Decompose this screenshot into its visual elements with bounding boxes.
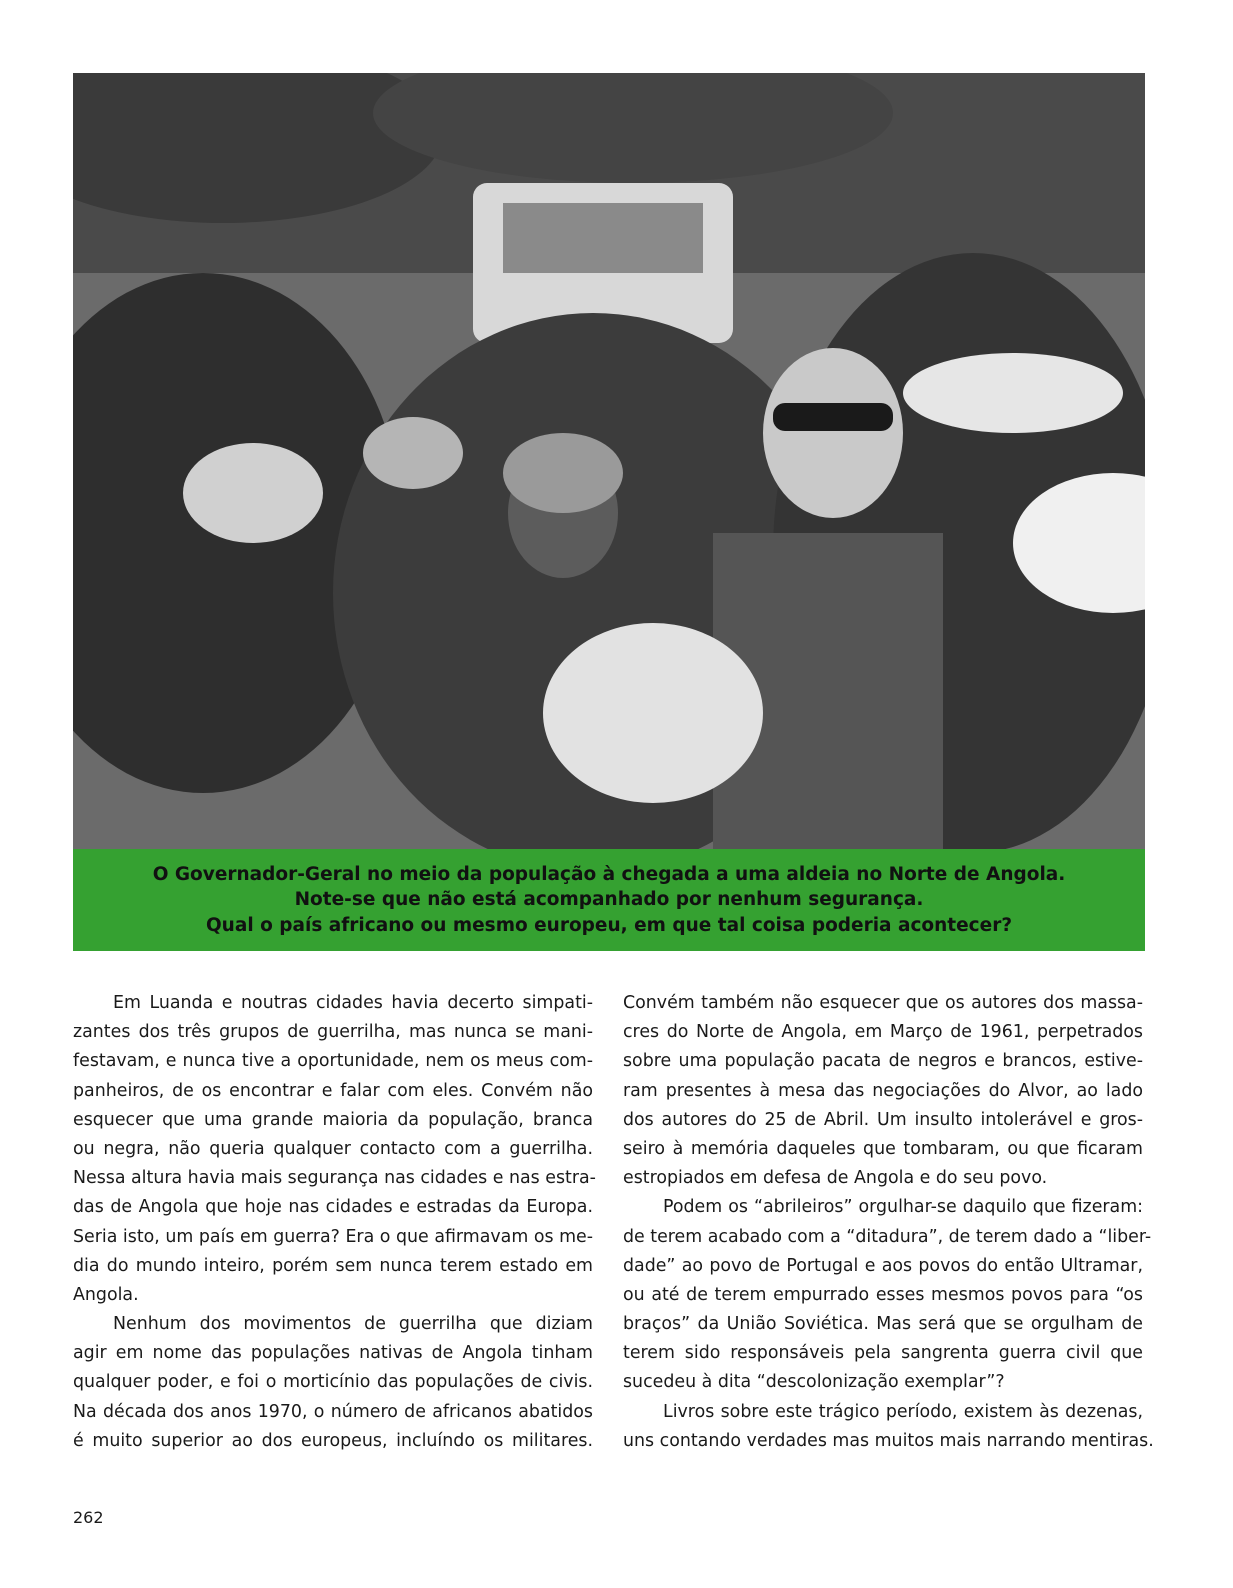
text-line: ou até de terem empurrado esses mesmos povos para “os	[623, 1284, 1143, 1305]
caption-line: Qual o país africano ou mesmo europeu, em que tal coisa poderia acontecer?	[205, 914, 1013, 936]
photograph-crowd-governor	[73, 73, 1145, 849]
text-line: sobre uma população pacata de negros e brancos, estive-	[623, 1051, 1143, 1072]
text-line: ou negra, não queria qualquer contacto com a guerrilha.	[73, 1138, 593, 1159]
text-line: zantes dos três grupos de guerrilha, mas nunca se mani-	[73, 1022, 593, 1043]
right-text-column	[623, 989, 1154, 1456]
text-line: agir em nome das populações nativas de Angola tinham	[73, 1343, 593, 1364]
text-line: esquecer que uma grande maioria da população, branca	[73, 1109, 593, 1130]
text-line: dade” ao povo de Portugal e aos povos do então Ultramar,	[623, 1255, 1143, 1276]
text-line: Podem os “abrileiros” orgulhar-se daquilo que fizeram:	[663, 1197, 1143, 1218]
text-line: Nenhum dos movimentos de guerrilha que diziam	[113, 1314, 593, 1335]
text-line: dia do mundo inteiro, porém sem nunca terem estado em	[73, 1255, 593, 1276]
text-line: festavam, e nunca tive a oportunidade, nem os meus com-	[73, 1051, 593, 1072]
text-line: braços” da União Soviética. Mas será que se orgulham de	[623, 1314, 1143, 1335]
text-line: ram presentes à mesa das negociações do Alvor, ao lado	[623, 1080, 1143, 1101]
left-text-column	[73, 989, 596, 1456]
text-line: das de Angola que hoje nas cidades e estradas da Europa.	[73, 1197, 593, 1218]
text-line: Livros sobre este trágico período, existem às dezenas,	[663, 1401, 1143, 1422]
text-line: cres do Norte de Angola, em Março de 1961, perpetrados	[623, 1022, 1143, 1043]
text-line: de terem acabado com a “ditadura”, de terem dado a “liber-	[623, 1226, 1152, 1247]
text-line: Angola.	[73, 1284, 139, 1305]
text-line: Nessa altura havia mais segurança nas cidades e nas estra-	[73, 1168, 596, 1189]
text-line: Seria isto, um país em guerra? Era o que afirmavam os me-	[73, 1226, 593, 1247]
page-number: 262	[73, 1508, 104, 1527]
caption-line: Note-se que não está acompanhado por nenhum segurança.	[294, 889, 924, 911]
text-line: seiro à memória daqueles que tombaram, ou que ficaram	[623, 1138, 1143, 1159]
text-line: sucedeu à dita “descolonização exemplar”?	[623, 1372, 1005, 1393]
text-line: Convém também não esquecer que os autores dos massa-	[623, 993, 1143, 1013]
text-line: panheiros, de os encontrar e falar com eles. Convém não	[73, 1080, 593, 1101]
text-line: é muito superior ao dos europeus, incluíndo os militares.	[73, 1430, 593, 1451]
text-line: qualquer poder, e foi o morticínio das populações de civis.	[73, 1372, 593, 1393]
photo-caption	[73, 849, 1145, 951]
text-line: estropiados em defesa de Angola e do seu povo.	[623, 1168, 1048, 1189]
text-line: Na década dos anos 1970, o número de africanos abatidos	[73, 1401, 593, 1422]
text-line: Em Luanda e noutras cidades havia decerto simpati-	[113, 993, 593, 1013]
text-line: dos autores do 25 de Abril. Um insulto intolerável e gros-	[623, 1109, 1143, 1130]
caption-line: O Governador-Geral no meio da população à chegada a uma aldeia no Norte de Angola.	[152, 863, 1066, 885]
text-line: terem sido responsáveis pela sangrenta guerra civil que	[623, 1343, 1143, 1364]
text-line: uns contando verdades mas muitos mais narrando mentiras.	[623, 1430, 1154, 1451]
